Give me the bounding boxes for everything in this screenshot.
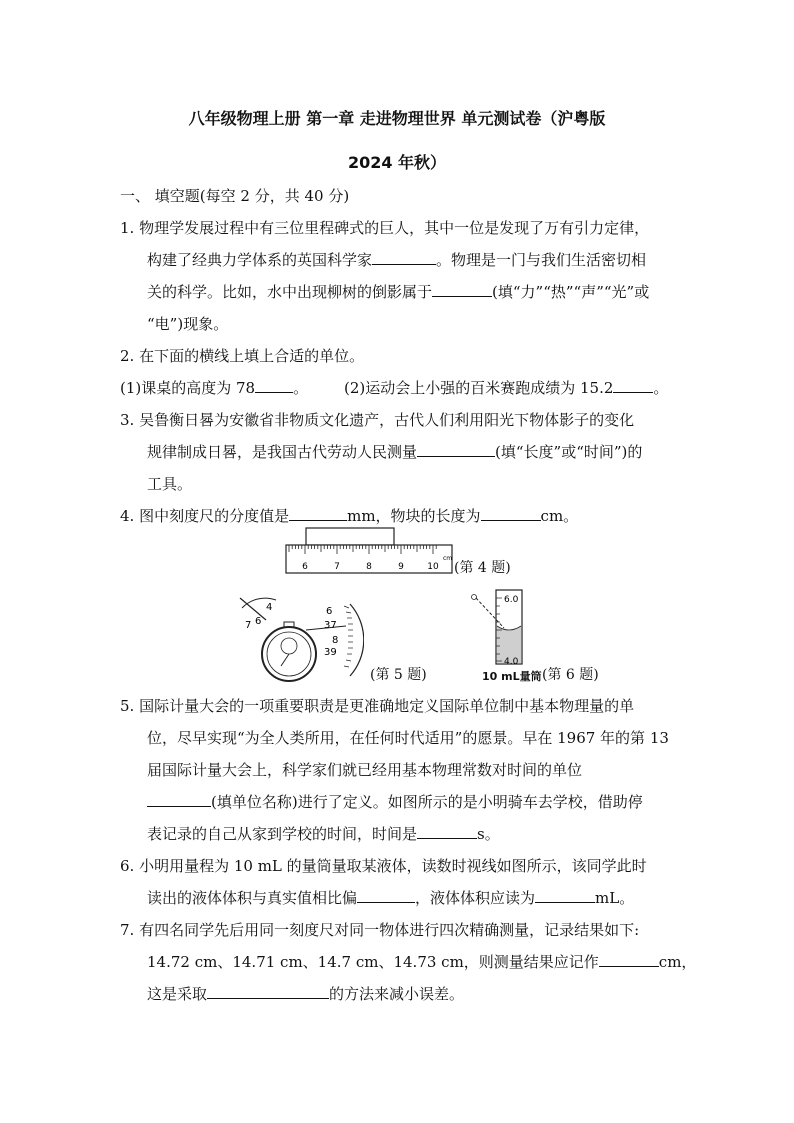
answer-blank[interactable] xyxy=(372,250,436,265)
q5-line2: 位，尽早实现“为全人类所用，在任何时代适用”的愿景。早在 1967 年的第 13 xyxy=(147,729,669,747)
q3-line2: 规律制成日晷，是我国古代劳动人民测量 (填“长度”或“时间”)的 xyxy=(147,443,643,461)
figure6-caption: (第 6 题) xyxy=(542,667,599,683)
cylinder-label: 10 mL量筒 xyxy=(482,670,542,683)
page-title: 八年级物理上册 第一章 走进物理世界 单元测试卷（沪粤版 xyxy=(188,109,606,128)
q5-line3: 届国际计量大会上，科学家们就已经用基本物理常数对时间的单位 xyxy=(147,761,583,779)
q2-part2: (2)运动会上小强的百米赛跑成绩为 15.2 。 xyxy=(344,379,669,397)
figure5-caption: (第 5 题) xyxy=(370,667,427,683)
q2-part1: (1)课桌的高度为 78 。 xyxy=(120,379,309,397)
answer-blank[interactable] xyxy=(432,282,492,297)
stopwatch-figure xyxy=(236,596,364,686)
ruler-tick-label: 9 xyxy=(398,562,404,572)
eye-icon xyxy=(472,595,477,600)
answer-blank[interactable] xyxy=(613,378,653,393)
answer-blank[interactable] xyxy=(481,506,541,521)
ruler-unit: cm xyxy=(443,555,453,562)
q5-line4: (填单位名称)进行了定义。如图所示的是小明骑车去学校，借助停 xyxy=(147,792,643,812)
big-dial-label: 37 xyxy=(324,620,337,631)
q1-line2: 构建了经典力学体系的英国科学家 。物理是一门与我们生活密切相 xyxy=(147,251,647,269)
small-dial-pointer xyxy=(240,598,266,620)
q6-line1: 6. 小明用量程为 10 mL 的量筒量取某液体，读数时视线如图所示，该同学此时 xyxy=(120,857,647,875)
q2-line1: 2. 在下面的横线上填上合适的单位。 xyxy=(120,347,365,365)
measured-block xyxy=(306,528,394,545)
cylinder-mark: 6.0 xyxy=(504,595,519,605)
page-title-cont: 2024 年秋） xyxy=(347,153,447,172)
big-dial-label: 39 xyxy=(324,647,337,658)
q5-line1: 5. 国际计量大会的一项重要职责是更准确地定义国际单位制中基本物理量的单 xyxy=(120,697,635,715)
cylinder-mark: 4.0 xyxy=(504,657,519,667)
q4-line: 4. 图中刻度尺的分度值是 mm，物块的长度为 cm。 xyxy=(120,507,579,525)
small-dial-label: 7 xyxy=(245,620,252,631)
q1-line4: “电”)现象。 xyxy=(147,315,229,333)
q3-line3: 工具。 xyxy=(147,475,193,493)
q7-line2: 14.72 cm、14.71 cm、14.7 cm、14.73 cm，则测量结果应记作 cm， xyxy=(147,953,697,971)
cylinder-figure xyxy=(464,588,534,668)
small-dial-label: 4 xyxy=(266,602,273,613)
q7-line1: 7. 有四名同学先后用同一刻度尺对同一物体进行四次精确测量，记录结果如下: xyxy=(120,921,640,939)
small-dial-label: 6 xyxy=(255,616,262,627)
answer-blank[interactable] xyxy=(417,442,495,457)
ruler-figure xyxy=(285,527,455,575)
answer-blank[interactable] xyxy=(599,952,659,967)
q5-line5: 表记录的自己从家到学校的时间，时间是 s。 xyxy=(147,825,500,843)
q1-line1: 1. 物理学发展过程中有三位里程碑式的巨人，其中一位是发现了万有引力定律， xyxy=(120,219,650,237)
answer-blank[interactable] xyxy=(535,888,595,903)
big-dial-label: 6 xyxy=(326,606,333,617)
q1-line3: 关的科学。比如，水中出现柳树的倒影属于 (填“力”“热”“声”“光”或 xyxy=(147,283,650,301)
answer-blank[interactable] xyxy=(207,984,329,999)
big-dial-label: 8 xyxy=(332,635,339,646)
ruler-tick-label: 8 xyxy=(366,562,372,572)
q7-line3: 这是采取 的方法来减小误差。 xyxy=(147,985,465,1003)
answer-blank[interactable] xyxy=(289,506,347,521)
q6-line2: 读出的液体体积与真实值相比偏 ，液体体积应读为 mL。 xyxy=(147,889,635,907)
answer-blank[interactable] xyxy=(417,824,477,839)
ruler-tick-label: 10 xyxy=(427,562,439,572)
figure4-caption: (第 4 题) xyxy=(454,560,511,576)
ruler-tick-label: 6 xyxy=(302,562,308,572)
q3-line1: 3. 吴鲁衡日晷为安徽省非物质文化遗产，古代人们利用阳光下物体影子的变化 xyxy=(120,411,635,429)
ruler-tick-label: 7 xyxy=(334,562,340,572)
answer-blank[interactable] xyxy=(357,888,415,903)
answer-blank[interactable] xyxy=(147,792,211,807)
answer-blank[interactable] xyxy=(255,378,293,393)
section-heading: 一、 填空题(每空 2 分，共 40 分) xyxy=(120,187,350,205)
